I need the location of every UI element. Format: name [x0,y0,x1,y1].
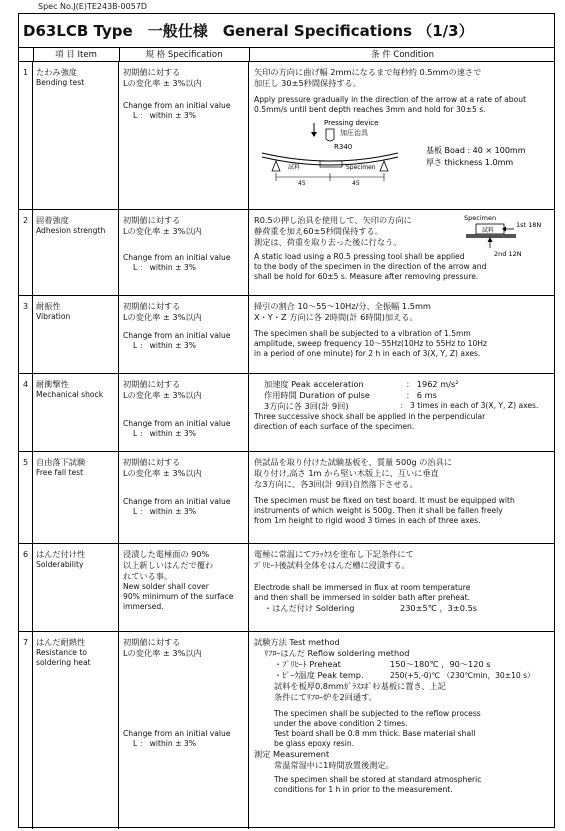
condition-cell [249,296,556,373]
header-condition: 条 件 Condition [371,50,434,60]
table-row [19,452,554,544]
cond-label: ・はんだ付け Soldering [264,603,355,613]
cond-label: 3方向に各 3回(計 9回) [264,401,349,411]
row-number: 6 [19,544,33,631]
item-jp: たわみ強度 [36,67,77,77]
fig-board-label: 試料 [288,164,301,171]
spec-jp: Lの変化率 ± 3%以内 [123,312,202,322]
spec-jp: 初期値に対する [123,301,181,311]
cond-en: Apply pressure gradually in the direction of the arrow at a rate of about [254,95,527,104]
table-row [19,632,554,829]
fig-specimen-label: Specimen [346,164,376,171]
cond-en: The specimen shall be subjected to a vibration of 1.5mm [254,329,471,338]
cond-value: 230±5℃ ，3±0.5s [400,603,478,613]
item-en: Mechanical shock [36,390,104,399]
item-cell [33,210,119,295]
spec-cell [119,374,249,451]
item-en: Solderability [36,560,84,569]
cond-label: ・ﾌﾟﾘﾋｰﾄ Preheat [274,659,341,669]
cond-en: from 1m height to rigid wood 3 times in each of three axes. [254,516,481,525]
spec-en: L ： within ± 3% [133,263,196,272]
item-jp: 自由落下試験 [36,457,86,467]
condition-cell [249,374,556,451]
item-jp: 固着強度 [36,215,69,225]
cond-value: 250(+5,-0)℃ （230℃min，30±10 s） [390,671,535,680]
row-number: 2 [19,210,33,295]
cond-en: under the above condition 2 times. [274,719,408,728]
condition-cell [249,210,556,295]
condition-cell [249,632,556,829]
table-row [19,544,554,632]
spec-en: Change from an initial value [123,331,231,340]
cond-label: ・ﾋﾟｰｸ温度 Peak temp. [274,670,364,680]
cond-en: conditions for 1 h in prior to the measurement. [274,785,453,794]
spec-table [18,13,555,828]
cond-en: instruments of which weight is 500g. Then it shall be fallen freely [254,506,503,515]
condition-cell [249,452,556,543]
spec-en: 90% minimum of the surface [123,592,234,601]
adhesion-test-diagram [462,212,552,260]
cond-en: amplitude, sweep frequency 10～55Hz(10Hz to 55Hz to 10Hz [254,339,488,348]
spec-jp: 初期値に対する [123,67,181,77]
cond-en: Three successive shock shall be applied in the perpendicular [254,412,486,421]
cond-en: to the body of the specimen in the direction of the arrow and [254,262,487,271]
spec-jp: 浸漬した電極面の 90% [123,549,210,559]
spec-en: Change from an initial value [123,497,231,506]
condition-cell [249,544,556,631]
table-row [19,62,554,210]
cond-jp: な3方向に、各3回(計 9回)自然落下させる。 [254,479,418,489]
spec-en: L ： within ± 3% [133,341,196,350]
spec-jp: れている事。 [123,571,173,581]
spec-en: Change from an initial value [123,729,231,738]
cond-jp: 静荷重を加え60±5秒間保持する。 [254,226,383,236]
bending-test-diagram [254,117,554,187]
cond-jp: 供試品を取り付けた試験基板を、質量 500g の治具に [254,457,452,467]
spec-jp: Lの変化率 ± 3%以内 [123,226,202,236]
spec-en: L ： within ± 3% [133,739,196,748]
row-number: 1 [19,62,33,209]
cond-value: 150～180℃ ，90～120 s [390,659,491,669]
cond-en: direction of each surface of the specimen. [254,422,415,431]
page-title: D63LCB Type 一般仕様 General Specifications （1/3） [19,14,554,48]
fig-1st-force: 1st 18N [516,221,542,229]
spec-cell [119,452,249,543]
fig-pressing-label: Pressing device [324,119,379,127]
fig-sample-label: 試料 [482,227,495,234]
table-row [19,210,554,296]
cond-value: ： 6 ms [406,390,437,400]
item-en: Free fall test [36,468,84,477]
fig-2nd-force: 2nd 12N [494,250,522,258]
spec-cell [119,296,249,373]
fig-specimen-label: Specimen [464,214,497,222]
item-cell [33,452,119,543]
item-en: Resistance to [36,648,87,657]
cond-jp: ﾌﾟﾘﾋｰﾄ後試料全体をはんだ槽に浸漬する。 [254,560,410,570]
cond-en: Electrode shall be immersed in flux at room temperature [254,583,471,592]
table-header [19,48,554,62]
board-size-label: 基板 Boad : 40 × 100mm [426,146,526,155]
row-number: 4 [19,374,33,451]
cond-jp: R0.5の押し治具を使用して、矢印の方向に [254,215,412,225]
row-number: 7 [19,632,33,829]
cond-jp: 測定は、荷重を取り去った後に行なう。 [254,237,402,247]
condition-cell [249,62,556,209]
cond-section-title: 試験方法 Test method [254,637,340,647]
cond-jp: 条件にてﾘﾌﾛｰ炉を2回通す。 [274,692,377,702]
cond-jp: X・Y・Z 方向に各 2時間(計 6時間)加える。 [254,312,418,322]
cond-en: A static load using a R0.5 pressing tool shall be applied [254,252,465,261]
spec-en: New solder shall cover [123,582,209,591]
spec-jp: Lの変化率 ± 3%以内 [123,390,202,400]
table-row [19,296,554,374]
spec-jp: Lの変化率 ± 3%以内 [123,468,202,478]
spec-en: Change from an initial value [123,101,231,110]
item-cell [33,374,119,451]
cond-en: The specimen shall be stored at standard atmospheric [274,775,482,784]
spec-cell [119,632,249,829]
cond-en: 0.5mm/s until bent depth reaches 3mm and hold for 30±5 s. [254,105,486,114]
spec-en: L ： within ± 3% [133,429,196,438]
cond-jp: 取り付け,高さ 1m から堅い木版上に、互いに垂直 [254,468,439,478]
row-number: 3 [19,296,33,373]
cond-en: be glass epoxy resin. [274,739,355,748]
cond-en: The specimen must be fixed on test board. It must be equipped with [254,496,515,505]
cond-jp: 常温常湿中に1時間放置後測定。 [274,760,394,770]
fig-r-label: R340 [334,143,353,151]
cond-value: ： 1962 m/s² [406,379,459,389]
spec-en: Change from an initial value [123,253,231,262]
spec-cell [119,544,249,631]
header-spec: 規 格 Specification [145,50,223,60]
spec-number: Spec No.J(E)TE243B-0057D [38,2,148,11]
item-cell [33,544,119,631]
item-cell [33,632,119,829]
cond-en: and then shall be immersed in solder bath after preheat. [254,593,471,602]
cond-jp: 矢印の方向に曲げ幅 2mmになるまで毎秒約 0.5mmの速さで [254,67,482,77]
cond-label: 加速度 Peak acceleration [264,379,364,389]
cond-label: 作用時間 Duration of pulse [264,390,370,400]
fig-45-left: 45 [298,180,306,187]
item-jp: はんだ付け性 [36,549,86,559]
spec-jp: 初期値に対する [123,215,181,225]
spec-jp: Lの変化率 ± 3%以内 [123,648,202,658]
cond-value: ： 3 times in each of 3(X, Y, Z) axes. [400,401,539,410]
cond-en: Test board shall be 0.8 mm thick. Base material shall [274,729,476,738]
cond-section-title: 測定 Measurement [254,749,330,759]
spec-cell [119,62,249,209]
header-item: 項 目 Item [55,50,97,60]
item-en: Vibration [36,312,71,321]
spec-en: L ： within ± 3% [133,111,196,120]
spec-jp: 初期値に対する [123,379,181,389]
item-jp: 耐振性 [36,301,61,311]
cond-jp: 加圧し 30±5秒間保持する。 [254,78,361,88]
cond-jp: 掃引の割合 10～55～10Hz/分、全振幅 1.5mm [254,301,431,311]
cond-en: in a period of one minute) for 2 h in each of 3(X, Y, Z) axes. [254,349,481,358]
item-en: Bending test [36,78,85,87]
spec-jp: 初期値に対する [123,457,181,467]
cond-en: The specimen shall be subjected to the reflow process [274,709,481,718]
cond-jp: 試料を板厚0.8mmｶﾞﾗｽｴﾎﾟｷｼ基板に置き、上記 [274,681,446,691]
spec-jp: 初期値に対する [123,637,181,647]
row-number: 5 [19,452,33,543]
cond-en: shall be hold for 60±5 s. Measure after removing pressure. [254,272,479,281]
spec-en: Change from an initial value [123,419,231,428]
fig-jig-label: 加圧治具 [340,129,368,137]
fig-45-right: 45 [352,180,360,187]
item-en: soldering heat [36,658,91,667]
board-thickness-label: 厚さ thickness 1.0mm [426,158,514,167]
spec-en: L ： within ± 3% [133,507,196,516]
spec-en: immersed. [123,602,164,611]
cond-jp: ﾘﾌﾛｰはんだ Reflow soldering method [264,648,410,658]
item-en: Adhesion strength [36,226,106,235]
spec-cell [119,210,249,295]
item-cell [33,62,119,209]
item-jp: はんだ耐熱性 [36,637,86,647]
spec-jp: Lの変化率 ± 3%以内 [123,78,202,88]
cond-jp: 電極に常温にてﾌﾗｯｸｽを塗布し下記条件にて [254,549,414,559]
item-jp: 耐衝撃性 [36,379,69,389]
item-cell [33,296,119,373]
spec-jp: 以上新しいはんだで覆わ [123,560,214,570]
table-row [19,374,554,452]
